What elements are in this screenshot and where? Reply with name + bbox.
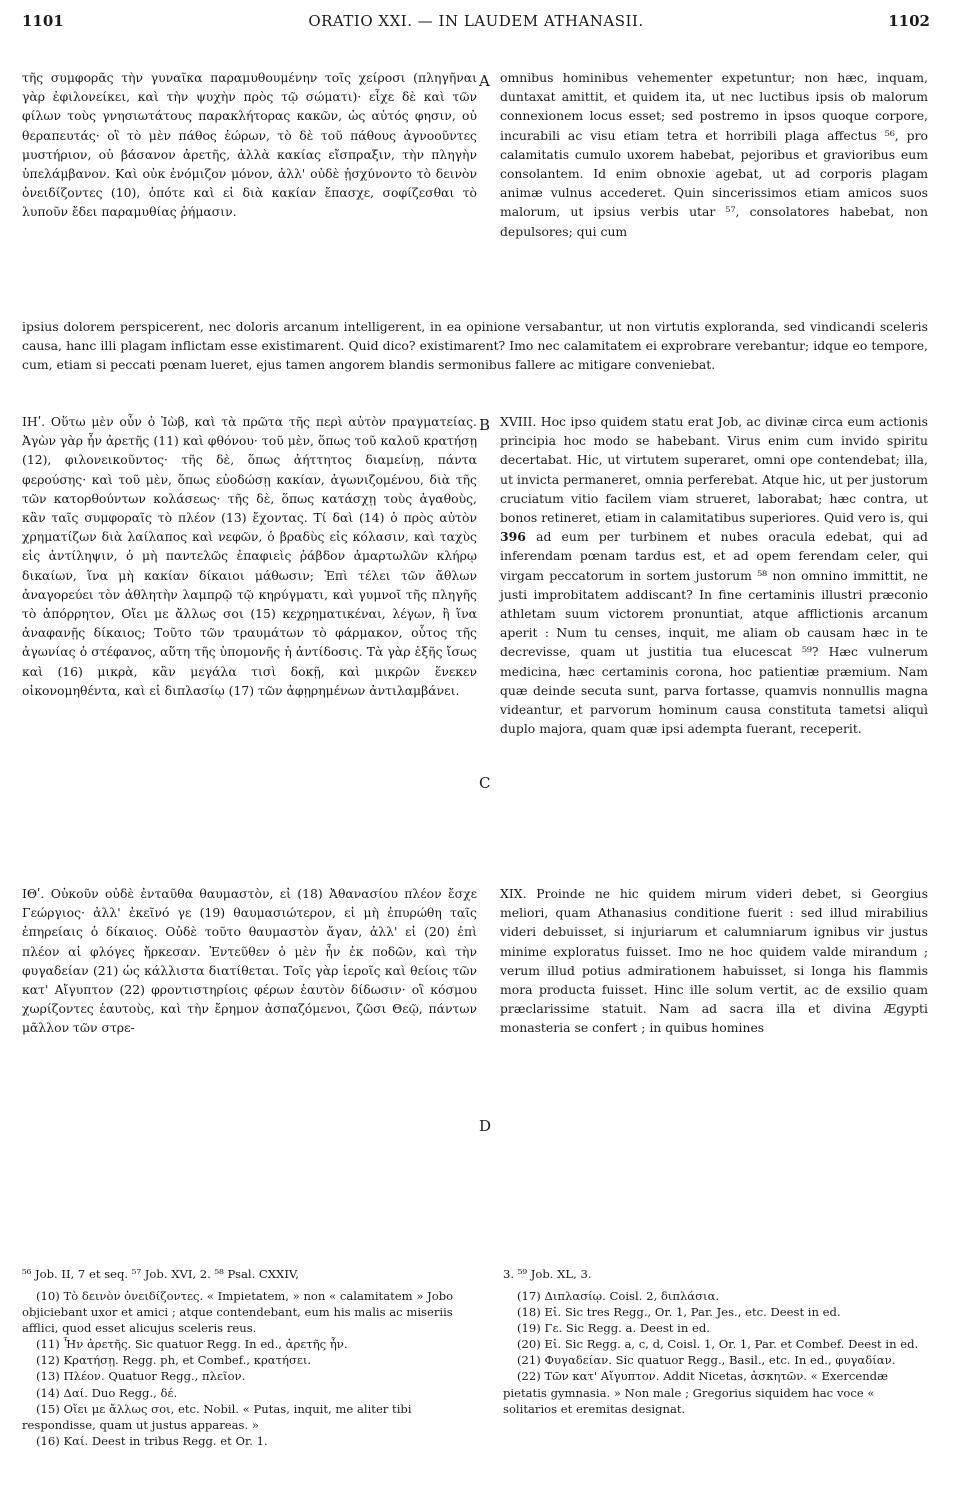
latin-paragraph-1: omnibus hominibus vehementer expetuntur; non hæc, inquam, duntaxat amittit, et quidem ita, ut nec luctibus ipsis ob malorum connexionem locus esset; sed postremo in ipsos quoque corpore, incurabili ac visu etiam tetra et horribili plaga affectus ⁵⁶, pro calamitatis cumulo uxorem habebat, pejoribus et gravioribus eum consolantem. Id enim obnoxie agebat, ut ad corporis plagam animæ vulnus accederet. Quin sincerissimos etiam amicos suos malorum, ut ipsius verbis utar ⁵⁷, consolatores habebat, non depulsores; qui cum	[500, 70, 928, 239]
footnote-22: (22) Τῶν κατ' Αἴγυπτον. Addit Nicetas, ἀσκητῶν. « Exercendæ pietatis gymnasia. » Non male ; Gregorius siquidem hac voce « solitarios et eremitas designat.	[503, 1369, 889, 1416]
footnote-13: (13) Πλέον. Quatuor Regg., πλεῖον.	[36, 1369, 246, 1384]
latin-paragraph-3: XIX. Proinde ne hic quidem mirum videri debet, si Georgius meliori, quam Athanasius conditione fuerit : sed illud mirabilius videri debuisset, si injuriarum et calumniarum ignibus vir justus minime exploratus fuisset. Imo ne hoc quidem valde mirandum ; verum illud potius admirationem habuisset, si longa his flammis mora producta fuisset. Hinc ille solum vertit, ac de exsilio quam præclarissime statuit. Nam ad sacra illa et divina Ægypti monasteria se confert ; in quibus homines	[500, 886, 928, 1036]
page-number-left: 1101	[22, 12, 64, 30]
latin-paragraph-2-part-1: XVIII. Hoc ipso quidem statu erat Job, ac divinæ circa eum actionis principia hoc modo se habebant. Virus enim cum invido spiritu decertabat. Hic, ut virtutem superaret, omni ope contendebat; illa, ut invicta permaneret, omnia perferebat. Atque hic, ut per justorum cruciatum vitio facilem viam strueret, laborabat; hæc contra, ut bonos retineret, etiam in calamitatibus superiores. Quid vero is, qui	[500, 414, 928, 526]
scripture-refs-left: ⁵⁶ Job. II, 7 et seq. ⁵⁷ Job. XVI, 2. ⁵⁸ Psal. CXXIV,	[22, 1267, 299, 1281]
footnote-15: (15) Οἴει με ἄλλως σοι, etc. Nobil. « Putas, inquit, me aliter tibi respondisse, quam ut justus appareas. »	[22, 1401, 412, 1432]
section-mark-b: B	[479, 416, 491, 434]
footnotes-right	[503, 1288, 931, 1417]
footnote-14: (14) Δαί. Duo Regg., δέ.	[36, 1385, 178, 1400]
latin-paragraph-2-part-2: ad eum per turbinem et nubes oracula edebat, qui ad inferendam pœnam tardus est, et ad opem ferendam celer, qui virgam peccatorum in sortem justorum ⁵⁸ non omnino immittit, ne justi improbitatem addiscant? In fine certaminis illustri præconio athletam suum victorem pronuntiat, atque afflictionis arcanum aperit : Num tu censes, inquit, me aliam ob causam hæc in te decrevisse, quam ut justitia tua elucescat ⁵⁹? Hæc vulnerum medicina, hæc certaminis corona, hoc patientiæ præmium. Nam quæ deinde secuta sunt, parva fortasse, quamvis nonnullis magna videantur, et parvorum hominum causa constituta tametsi aliquì duplo majora, quam quæ ipsi adempta fuerant, receperit.	[500, 529, 928, 737]
footnote-21: (21) Φυγαδείαν. Sic quatuor Regg., Basil., etc. In ed., φυγαδίαν.	[517, 1353, 896, 1368]
section-mark-a: A	[479, 72, 490, 90]
footnote-16: (16) Καί. Deest in tribus Regg. et Or. 1.	[36, 1433, 268, 1448]
page-number-right: 1102	[888, 12, 930, 30]
column-number-396: 396	[500, 529, 526, 545]
footnote-19: (19) Γε. Sic Regg. a. Deest in ed.	[517, 1321, 710, 1336]
footnote-12: (12) Κρατήσῃ. Regg. ph, et Combef., κρατήσει.	[36, 1353, 312, 1368]
scripture-refs-right: 3. ⁵⁹ Job. XL, 3.	[503, 1267, 592, 1281]
footnote-11: (11) Ἦν ἀρετῆς. Sic quatuor Regg. In ed., ἀρετῆς ἦν.	[36, 1337, 348, 1352]
greek-paragraph-2: ΙΗʹ. Οὕτω μὲν οὖν ὁ Ἰὼβ, καὶ τὰ πρῶτα τῆς περὶ αὐτὸν πραγματείας. Ἀγὼν γὰρ ἦν ἀρετῆς (11) καὶ φθόνου· τοῦ μὲν, ὅπως τοῦ καλοῦ κρατήσῃ (12), φιλονεικοῦντος· τῆς δὲ, ὅπως ἀήττητος διαμείνῃ, πάντα φερούσης· καὶ τοῦ μὲν, ὅπως εὐοδώσῃ κακίαν, ἀγωνιζομένου, διὰ τῆς τῶν κατορθούντων κολάσεως· τῆς δὲ, ὅπως κατάσχῃ τοὺς ἀγαθοὺς, κἂν ταῖς συμφοραῖς τὸ πλέον (13) ἔχοντας. Τί δαὶ (14) ὁ πρὸς αὐτὸν χρηματίζων διὰ λαίλαπος καὶ νεφῶν, ὁ βραδὺς εἰς κόλασιν, καὶ ταχὺς εἰς ἀντίληψιν, ὁ μὴ παντελῶς ἐπαφιεὶς ῥάβδον ἁμαρτωλῶν κλήρῳ δικαίων, ἵνα μὴ κακίαν δίκαιοι μάθωσιν; Ἐπὶ τέλει τῶν ἄθλων ἀναγορεύει τὸν ἀθλητὴν λαμπρῷ τῷ κηρύγματι, καὶ γυμνοῖ τῆς πληγῆς τὸ ἀπόρρητον, Οἴει με ἄλλως σοι (15) κεχρηματικέναι, λέγων, ἢ ἵνα ἀναφανῇς δίκαιος; Τοῦτο τῶν τραυμάτων τὸ φάρμακον, οὗτος τῆς ἀγωνίας ὁ στέφανος, αὕτη τῆς ὑπομονῆς ἡ ἀντίδοσις. Τὰ γὰρ ἑξῆς ἴσως καὶ (16) μικρὰ, κἂν μεγάλα τισὶ δοκῇ, καὶ μικρῶν ἕνεκεν οἰκονομηθέντα, καὶ εἰ διπλασίῳ (17) τῶν ἀφῃρημένων ἀντιλαμβάνει.	[22, 414, 477, 698]
footnote-10: (10) Τὸ δεινὸν ὀνειδίζοντες. « Impietatem, » non « calamitatem » Jobo objiciebant uxor et amici ; atque contendebant, eum his malis ac miseriis afflici, quod esset alicujus sceleris reus.	[22, 1289, 454, 1336]
section-mark-c: C	[479, 774, 491, 792]
footnote-20: (20) Εἰ. Sic Regg. a, c, d, Coisl. 1, Or. 1, Par. et Combef. Deest in ed.	[517, 1337, 919, 1352]
footnote-17: (17) Διπλασίῳ. Coisl. 2, διπλάσια.	[517, 1289, 720, 1303]
running-title: ORATIO XXI. — IN LAUDEM ATHANASII.	[308, 12, 644, 30]
running-header	[22, 12, 930, 36]
latin-full-width-paragraph: ipsius dolorem perspicerent, nec doloris arcanum intelligerent, in ea opinione versabantur, ut non virtutis exploranda, sed vindicandi sceleris causa, hanc illi plagam inflictam esse existimarent. Quid dico? existimarent? Imo nec calamitatem ei exprobrare verebantur; idque eo tempore, cum, etiam si peccati pœnam lueret, ejus tamen angorem blandis sermonibus fallere ac mitigare conveniebat.	[22, 319, 928, 373]
section-mark-d: D	[479, 1117, 492, 1135]
greek-paragraph-1: τῆς συμφορᾶς τὴν γυναῖκα παραμυθουμένην τοῖς χείροσι (πληγῆναι γὰρ ἐφιλονείκει, καὶ τὴν ψυχὴν πρὸς τῷ σώματι)· εἶχε δὲ καὶ τῶν φίλων τοὺς γνησιωτάτους παρακλήτορας κακῶν, ὡς αὐτός φησιν, οὐ θεραπευτάς· οἳ τὸ μὲν πάθος ἑώρων, τὸ δὲ τοῦ πάθους ἀγνοοῦντες μυστήριον, οὐ βάσανον ἀρετῆς, ἀλλὰ κακίας εἴσπραξιν, τὴν πληγὴν ὑπελάμβανον. Καὶ οὐκ ἐνόμιζον μόνον, ἀλλ' οὐδὲ ᾐσχύνοντο τὸ δεινὸν ὀνειδίζοντες (10), ὁπότε καὶ εἰ διὰ κακίαν ἔπασχε, σοφίζεσθαι τὸ λυποῦν ἔδει παραμυθίας ῥήμασιν.	[22, 70, 477, 220]
footnote-18: (18) Εἰ. Sic tres Regg., Or. 1, Par. Jes., etc. Deest in ed.	[517, 1305, 841, 1320]
greek-paragraph-3: ΙΘʹ. Οὐκοῦν οὐδὲ ἐνταῦθα θαυμαστὸν, εἰ (18) Ἀθανασίου πλέον ἔσχε Γεώργιος· ἀλλ' ἐκεῖνό γε (19) θαυμασιώτερον, εἰ μὴ ἐπυρώθη ταῖς ἐπηρείαις ὁ δίκαιος. Οὐδὲ τοῦτο θαυμαστὸν ἄγαν, ἀλλ' εἰ (20) ἐπὶ πλέον αἱ φλόγες ἤρκεσαν. Ἐντεῦθεν ὁ μὲν ἦν ἐκ ποδῶν, καὶ τὴν φυγαδείαν (21) ὡς κάλλιστα διατίθεται. Τοῖς γὰρ ἱεροῖς καὶ θείοις τῶν κατ' Αἴγυπτον (22) φροντιστηρίοις φέρων ἑαυτὸν δίδωσιν· οἳ κόσμου χωρίζοντες ἑαυτοὺς, καὶ τὴν ἔρημον ἀσπαζόμενοι, ζῶσι Θεῷ, πάντων μᾶλλον τῶν στρε-	[22, 886, 477, 1036]
latin-paragraph-2	[500, 412, 928, 738]
footnotes-left	[22, 1288, 482, 1449]
